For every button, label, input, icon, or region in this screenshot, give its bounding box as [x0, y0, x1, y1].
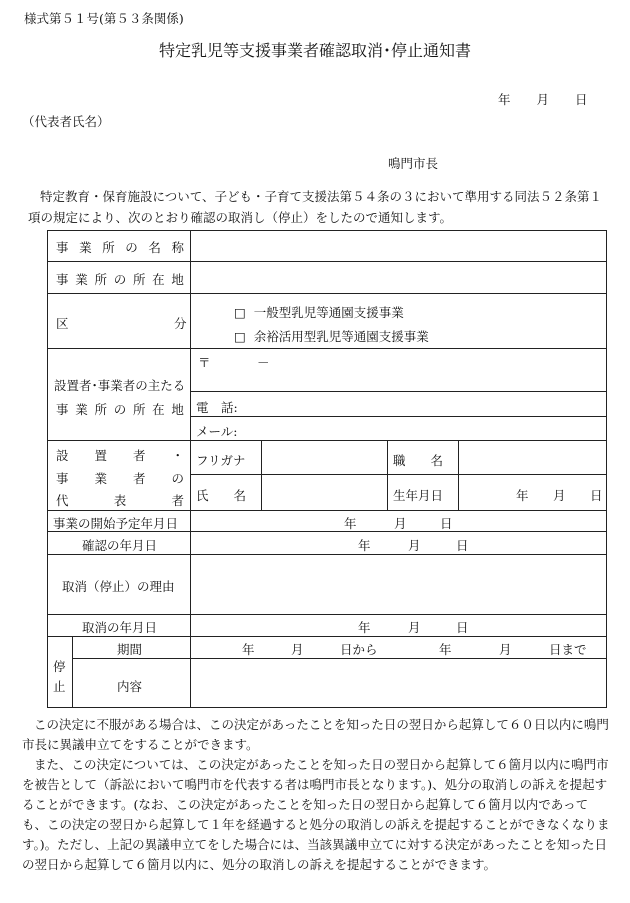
row-line — [47, 293, 607, 294]
rep-char: 置 — [94, 448, 107, 463]
period-to-month: 月 — [499, 642, 512, 657]
birth-year: 年 — [516, 488, 529, 503]
col-line — [458, 440, 459, 510]
start-day: 日 — [440, 516, 453, 531]
row-line — [190, 416, 607, 417]
cancel-year: 年 — [358, 620, 371, 635]
birth-month: 月 — [553, 488, 566, 503]
appeal-paragraph-1: この決定に不服がある場合は、この決定があったことを知った日の翌日から起算して６０日以内に鳴門市長に異議申立てをすることができます。 — [22, 717, 609, 752]
category-option-surplus[interactable] — [234, 327, 429, 345]
main-office-label-line1: 設置者･事業者の主たる — [54, 378, 186, 393]
label-char: 所 — [94, 272, 107, 287]
label-char: の — [125, 240, 138, 255]
name-field[interactable] — [264, 477, 384, 508]
form-number: 様式第５１号(第５３条関係) — [24, 11, 184, 26]
appeal-notice — [22, 715, 612, 875]
confirm-year: 年 — [358, 538, 371, 553]
col-line — [261, 440, 262, 510]
period-label: 期間 — [117, 642, 143, 657]
suspend-label-2: 止 — [53, 679, 66, 694]
row-line — [47, 510, 607, 511]
row-line — [190, 474, 607, 475]
date-year: 年 — [498, 92, 511, 107]
label-char: 称 — [171, 240, 184, 255]
checkbox-icon[interactable]: □ — [234, 305, 246, 320]
email-label: メール: — [196, 424, 238, 439]
label-char: 名 — [148, 240, 161, 255]
row-line — [47, 614, 607, 615]
addressee: （代表者氏名） — [22, 114, 110, 129]
col-line — [190, 230, 191, 708]
content-label: 内容 — [117, 679, 143, 694]
rep-label-line1 — [56, 446, 184, 464]
row-line — [190, 391, 607, 392]
period-from-day: 日から — [340, 642, 378, 657]
label-char: 在 — [152, 272, 165, 287]
phone-label: 電 話: — [196, 400, 238, 415]
rep-char: 者 — [132, 448, 146, 463]
rep-char: 設 — [56, 448, 69, 463]
rep-char: の — [171, 471, 184, 486]
row-line — [47, 261, 607, 262]
label-char: 在 — [152, 402, 165, 417]
cancel-month: 月 — [408, 620, 421, 635]
office-address-label — [56, 270, 184, 288]
label-char: 業 — [79, 240, 92, 255]
furigana-label: フリガナ — [196, 453, 246, 468]
label-char: の — [113, 402, 127, 417]
reason-field[interactable] — [192, 557, 604, 612]
label-char: 業 — [75, 272, 88, 287]
issuer: 鳴門市長 — [388, 156, 439, 171]
label-char: 業 — [75, 402, 88, 417]
label-char: 所 — [102, 240, 115, 255]
date-month: 月 — [536, 92, 550, 107]
period-to-year: 年 — [439, 642, 452, 657]
main-office-label-line2 — [56, 400, 184, 418]
confirm-day: 日 — [456, 538, 469, 553]
position-label: 職 名 — [393, 453, 444, 468]
rep-char: 者 — [132, 471, 146, 486]
office-address-field[interactable] — [192, 264, 604, 291]
suspend-label-1: 停 — [53, 659, 66, 674]
row-line — [47, 554, 607, 555]
name-label: 氏 名 — [196, 488, 247, 503]
position-field[interactable] — [461, 443, 604, 472]
label-char: 地 — [171, 272, 184, 287]
category-option-label: 一般型乳児等通園支援事業 — [253, 305, 404, 320]
rep-label-line2 — [56, 469, 184, 487]
label-char: 事 — [56, 402, 69, 417]
document-title: 特定乳児等支援事業者確認取消･停止通知書 — [158, 41, 471, 60]
period-from-month: 月 — [291, 642, 304, 657]
reason-label: 取消（停止）の理由 — [62, 579, 175, 594]
rep-char: 表 — [113, 493, 127, 508]
label-char: 所 — [94, 402, 107, 417]
period-from-year: 年 — [242, 642, 255, 657]
period-to-day: 日まで — [549, 642, 587, 657]
category-label-left: 区 — [56, 316, 69, 331]
rep-char: 者 — [171, 493, 184, 508]
label-char: 所 — [132, 272, 146, 287]
date-day: 日 — [575, 92, 588, 107]
issue-date — [498, 90, 588, 108]
confirm-month: 月 — [408, 538, 421, 553]
rep-char: 事 — [56, 471, 69, 486]
cancel-date-label: 取消の年月日 — [82, 620, 158, 635]
col-line — [387, 440, 388, 510]
row-line — [72, 658, 607, 659]
cancel-day: 日 — [456, 620, 469, 635]
label-char: 事 — [56, 240, 69, 255]
birth-day: 日 — [590, 488, 603, 503]
row-line — [47, 440, 607, 441]
intro-text — [28, 186, 610, 228]
col-line — [72, 636, 73, 708]
start-year: 年 — [344, 516, 357, 531]
birthdate-label: 生年月日 — [393, 488, 444, 503]
rep-char: ・ — [171, 448, 184, 463]
intro-paragraph: 特定教育・保育施設について、子ども・子育て支援法第５４条の３において準用する同法５２条第１項の規定により、次のとおり確認の取消し（停止）をしたので通知します。 — [28, 189, 603, 225]
row-line — [47, 636, 607, 637]
category-option-label: 余裕活用型乳児等通園支援事業 — [253, 329, 429, 344]
start-date-label: 事業の開始予定年月日 — [53, 516, 179, 531]
rep-label-line3 — [56, 491, 184, 509]
appeal-paragraph-2: また、この決定については、この決定があったことを知った日の翌日から起算して６箇月以内に鳴門市を被告として（訴訟において鳴門市を代表する者は鳴門市長となります。)、処分の取消しの訴えを提起することができます。(なお、この決定があったことを知った日の翌日から起算して６箇月以内であっても、この決定の翌日から起算して１年を経過すると処分の取消しの訴えを提起することができなくなります。)。ただし、上記の異議申立てをした場合には、当該異議申立てに対する決定があったことを知った日の翌日から起算して６箇月以内に、処分の取消しの訴えを提起することができます。 — [22, 757, 610, 872]
label-char: 事 — [56, 272, 69, 287]
category-label-right: 分 — [174, 316, 187, 331]
label-char: 所 — [132, 402, 146, 417]
label-char: の — [113, 272, 127, 287]
checkbox-icon[interactable]: □ — [234, 329, 246, 344]
start-month: 月 — [394, 516, 407, 531]
office-name-field[interactable] — [192, 233, 604, 259]
row-line — [47, 348, 607, 349]
postal-mark: 〒 — [198, 355, 211, 370]
category-option-general[interactable] — [234, 303, 404, 321]
confirm-date-label: 確認の年月日 — [82, 538, 158, 553]
postal-dash: － — [257, 355, 270, 370]
office-name-label — [56, 238, 184, 256]
rep-char: 代 — [56, 493, 69, 508]
furigana-field[interactable] — [264, 443, 384, 472]
rep-char: 業 — [94, 471, 107, 486]
label-char: 地 — [171, 402, 184, 417]
content-field[interactable] — [192, 661, 604, 706]
